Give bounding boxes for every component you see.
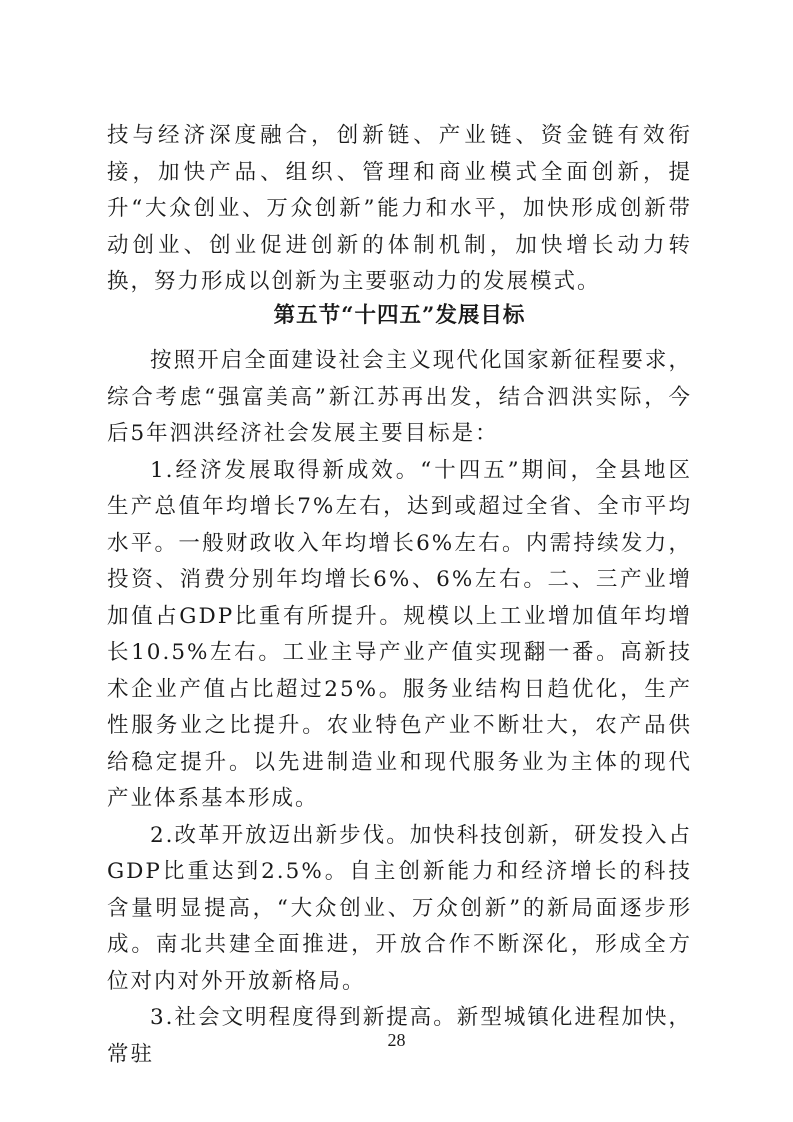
continuation-text: 技与经济深度融合，创新链、产业链、资金链有效衔接，加快产品、组织、管理和商业模式全面创新，提升“大众创业、万众创新”能力和水平，加快形成创新带动创业、创业促进创新的体制机制，加快增长动力转换，努力形成以创新为主要驱动力的发展模式。 [107, 123, 692, 294]
continuation-paragraph [107, 118, 692, 301]
goal-item-body: 新型城镇化进程加快，常驻 [107, 1005, 692, 1067]
main-body [107, 343, 692, 1073]
goal-item-title: 1.经济发展取得新成效。 [150, 457, 421, 483]
goal-item-2 [107, 818, 692, 1001]
goal-item-title: 3.社会文明程度得到新提高。 [150, 1005, 457, 1030]
goal-item-1 [107, 453, 692, 818]
page-number: 28 [387, 1030, 406, 1050]
section-heading: 第五节“十四五”发展目标 [273, 303, 526, 328]
goal-item-body: 加快科技创新，研发投入占GDP比重达到2.5%。自主创新能力和经济增长的科技含量明显提高，“大众创业、万众创新”的新局面逐步形成。南北共建全面推进，开放合作不断深化，形成全方位对内对外开放新格局。 [107, 822, 692, 994]
goal-item-title: 2.改革开放迈出新步伐。 [150, 822, 410, 848]
intro-paragraph: 按照开启全面建设社会主义现代化国家新征程要求，综合考虑“强富美高”新江苏再出发，结合泗洪实际，今后5年泗洪经济社会发展主要目标是： [107, 348, 692, 446]
goal-item-body: “十四五”期间，全县地区生产总值年均增长7%左右，达到或超过全省、全市平均水平。一般财政收入年均增长6%左右。内需持续发力，投资、消费分别年均增长6%、6%左右。二、三产业增加值占GDP比重有所提升。规模以上工业增加值年均增长10.5%左右。工业主导产业产值实现翻一番。高新技术企业产值占比超过25%。服务业结构日趋优化，生产性服务业之比提升。农业特色产业不断壮大，农产品供给稳定提升。以先进制造业和现代服务业为主体的现代产业体系基本形成。 [107, 457, 692, 811]
